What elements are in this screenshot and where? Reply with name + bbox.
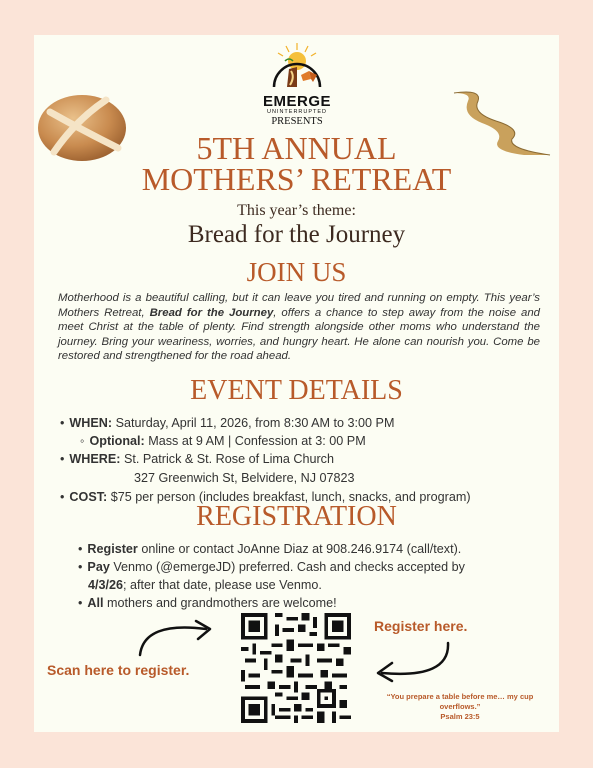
all-value: mothers and grandmothers are welcome! — [103, 596, 337, 610]
scan-instruction: Scan here to register. — [47, 662, 190, 678]
join-us-heading: JOIN US — [246, 257, 347, 287]
theme-name: Bread for the Journey — [187, 221, 406, 248]
where-label: WHERE: — [69, 452, 121, 466]
intro-bold-title: Bread for the Journey — [149, 306, 274, 319]
pay-date-line — [88, 578, 322, 592]
pay-item — [78, 560, 465, 574]
flyer-card — [34, 35, 559, 732]
register-here-label: Register here. — [374, 618, 468, 634]
when-item — [60, 416, 394, 430]
presents-text: PRESENTS — [271, 116, 323, 127]
registration-heading: REGISTRATION — [196, 501, 397, 532]
registration-qr-code[interactable] — [239, 613, 353, 723]
intro-part-2: , offers a chance to step away from the noise and meet Christ at the table of plenty. Find strength alongside other moms who understand the journey. Bring your weariness, worries, and hungry heart. He alone can nourish you. Come be restored and strengthened for the road ahead. — [58, 306, 540, 363]
emerge-logo — [250, 41, 344, 127]
cost-value: $75 per person (includes breakfast, lunch, snacks, and program) — [107, 490, 471, 504]
optional-value: Mass at 9 AM | Confession at 3: 00 PM — [144, 434, 366, 448]
optional-item — [80, 434, 366, 448]
pay-after: ; after that date, please use Venmo. — [123, 578, 322, 592]
theme-label: This year’s theme: — [237, 202, 356, 219]
all-item — [78, 596, 337, 610]
register-value: online or contact JoAnne Diaz at 908.246.9174 (call/text). — [137, 542, 462, 556]
logo-wordmark: EMERGE — [262, 93, 331, 110]
optional-label: Optional: — [89, 434, 145, 448]
when-label: WHEN: — [69, 416, 113, 430]
arrow-left-icon — [370, 639, 454, 685]
verse-reference: Psalm 23:5 — [440, 712, 480, 721]
where-value: St. Patrick & St. Rose of Lima Church — [120, 452, 334, 466]
pay-label: Pay — [87, 560, 110, 574]
pay-value: Venmo (@emergeJD) preferred. Cash and checks accepted by — [109, 560, 465, 574]
pay-date: 4/3/26 — [88, 578, 124, 592]
register-label: Register — [87, 542, 138, 556]
intro-part-1: Motherhood is a beautiful calling, but it can leave you tired and running on empty. This year’s Mothers Retreat, — [58, 292, 540, 319]
logo-subtitle: UNINTERRUPTED — [266, 109, 328, 115]
address-text: 327 Greenwich St, Belvidere, NJ 07823 — [134, 471, 355, 485]
title-line-2: MOTHERS’ RETREAT — [141, 161, 452, 197]
bible-verse — [370, 692, 550, 722]
sun-butterfly-icon — [267, 41, 327, 89]
verse-text: “You prepare a table before me… my cup overflows.” — [386, 692, 534, 711]
where-item — [60, 452, 334, 466]
event-details-heading: EVENT DETAILS — [190, 375, 403, 406]
arrow-right-icon — [134, 613, 222, 659]
title-line-1: 5TH ANNUAL — [196, 130, 397, 166]
when-value: Saturday, April 11, 2026, from 8:30 AM to 3:00 PM — [112, 416, 395, 430]
intro-paragraph — [58, 291, 540, 364]
cost-label: COST: — [69, 490, 108, 504]
all-label: All — [87, 596, 104, 610]
register-item — [78, 542, 461, 556]
